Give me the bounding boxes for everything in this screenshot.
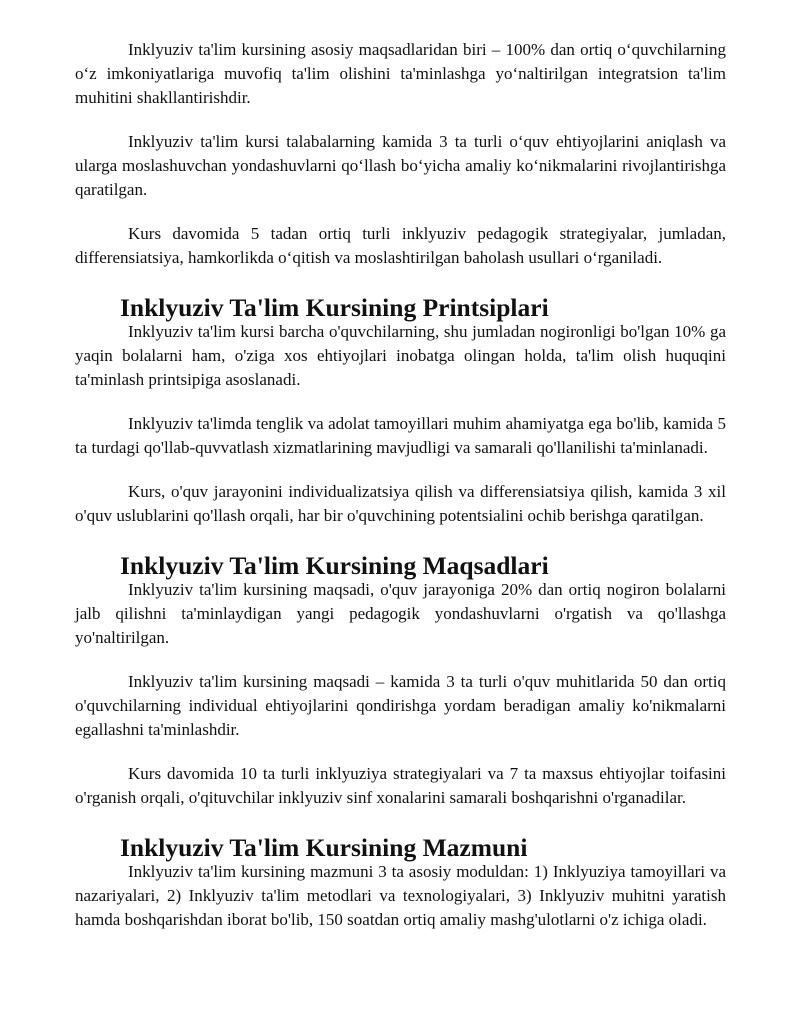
principles-paragraph-3: Kurs, o'quv jarayonini individualizatsiya qilish va differensiatsiya qilish, kamida 3 xil o'quv uslublarini qo'llash orqali, har bir o'quvchining potentsialini ochib berishga qaratilgan. — [75, 482, 726, 525]
goals-paragraph-2: Inklyuziv ta'lim kursining maqsadi – kamida 3 ta turli o'quv muhitlarida 50 dan ortiq o'quvchilarning individual ehtiyojlarini qondirishga yordam beradigan amaliy ko'nikmalarni egallashni ta'minlashdir. — [75, 672, 726, 739]
intro-paragraph-3: Kurs davomida 5 tadan ortiq turli inklyuziv pedagogik strategiyalar, jumladan, differensiatsiya, hamkorlikda o‘qitish va moslashtirilgan baholash usullari o‘rganiladi. — [75, 224, 726, 267]
goals-paragraph-3: Kurs davomida 10 ta turli inklyuziya strategiyalari va 7 ta maxsus ehtiyojlar toifasini o'rganish orqali, o'qituvchilar inklyuziv sinf xonalarini samarali boshqarishni o'rganadilar. — [75, 764, 726, 807]
goals-paragraph-1: Inklyuziv ta'lim kursining maqsadi, o'quv jarayoniga 20% dan ortiq nogiron bolalarni jalb qilishni ta'minlaydigan yangi pedagogik yondashuvlarni o'rgatish va qo'llashga yo'naltirilgan. — [75, 580, 726, 647]
principles-heading: Inklyuziv Ta'lim Kursining Printsiplari — [120, 293, 549, 322]
goals-heading: Inklyuziv Ta'lim Kursining Maqsadlari — [120, 551, 549, 580]
intro-paragraph-2: Inklyuziv ta'lim kursi talabalarning kamida 3 ta turli o‘quv ehtiyojlarini aniqlash va ularga moslashuvchan yondashuvlarni qo‘llash bo‘yicha amaliy ko‘nikmalarini rivojlantirishga qaratilgan. — [75, 132, 726, 199]
principles-paragraph-2: Inklyuziv ta'limda tenglik va adolat tamoyillari muhim ahamiyatga ega bo'lib, kamida 5 ta turdagi qo'llab-quvvatlash xizmatlarining mavjudligi va samarali qo'llanilishi ta'minlanadi. — [75, 414, 726, 457]
document-page — [75, 38, 726, 932]
content-paragraph-1: Inklyuziv ta'lim kursining mazmuni 3 ta asosiy moduldan: 1) Inklyuziya tamoyillari va nazariyalari, 2) Inklyuziv ta'lim metodlari va texnologiyalari, 3) Inklyuziv muhitni yaratish hamda boshqarishdan iborat bo'lib, 150 soatdan ortiq amaliy mashg'ulotlarni o'z ichiga oladi. — [75, 862, 726, 929]
content-heading: Inklyuziv Ta'lim Kursining Mazmuni — [120, 833, 528, 862]
principles-paragraph-1: Inklyuziv ta'lim kursi barcha o'quvchilarning, shu jumladan nogironligi bo'lgan 10% ga yaqin bolalarni ham, o'ziga xos ehtiyojlari inobatga olingan holda, ta'lim olish huquqini ta'minlash printsipiga asoslanadi. — [75, 322, 726, 389]
intro-paragraph-1: Inklyuziv ta'lim kursining asosiy maqsadlaridan biri – 100% dan ortiq o‘quvchilarning o‘z imkoniyatlariga muvofiq ta'lim olishini ta'minlashga yo‘naltirilgan integratsion ta'lim muhitini shakllantirishdir. — [75, 40, 726, 107]
